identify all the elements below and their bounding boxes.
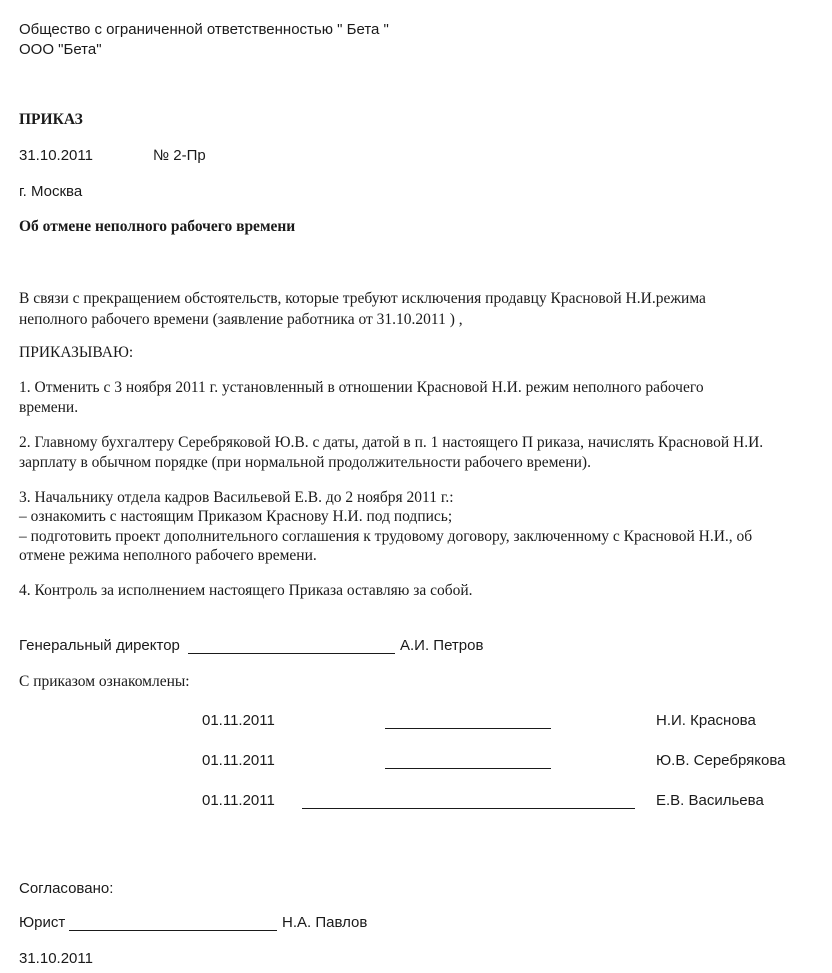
item-1-line-1: 1. Отменить с 3 ноября 2011 г. установленный в отношении Красновой Н.И. режим неполного рабочего	[19, 379, 704, 396]
preamble-line-2: неполного рабочего времени (заявление работника от 31.10.2011 ) ,	[19, 311, 463, 328]
director-position: Генеральный директор	[19, 637, 180, 654]
item-3-line-1: 3. Начальнику отдела кадров Васильевой Е.В. до 2 ноября 2011 г.:	[19, 489, 454, 506]
order-subject: Об отмене неполного рабочего времени	[19, 218, 296, 235]
approval-role: Юрист	[19, 914, 66, 931]
order-number: № 2-Пр	[153, 147, 206, 164]
approval-name: Н.А. Павлов	[282, 914, 368, 931]
org-short-name: ООО "Бета"	[19, 41, 102, 58]
item-3-line-2: – ознакомить с настоящим Приказом Краснову Н.И. под подпись;	[19, 508, 453, 525]
item-2-line-2: зарплату в обычном порядке (при нормальной продолжительности рабочего времени).	[19, 454, 591, 471]
ack-row-2-date: 01.11.2011	[202, 752, 275, 769]
item-3-line-3: – подготовить проект дополнительного соглашения к трудовому договору, заключенному с Красновой Н.И., об	[19, 528, 753, 545]
ack-row-3-signature-line	[302, 808, 635, 809]
order-date: 31.10.2011	[19, 147, 93, 164]
order-word: ПРИКАЗЫВАЮ:	[19, 344, 134, 361]
ack-row-1-name: Н.И. Краснова	[656, 712, 756, 729]
ack-row-3-name: Е.В. Васильева	[656, 792, 764, 809]
item-1-line-2: времени.	[19, 399, 79, 416]
ack-row-1-date: 01.11.2011	[202, 712, 275, 729]
item-4-line-1: 4. Контроль за исполнением настоящего Приказа оставляю за собой.	[19, 582, 473, 599]
item-2-line-1: 2. Главному бухгалтеру Серебряковой Ю.В. с даты, датой в п. 1 настоящего П риказа, начислять Красновой Н.И.	[19, 434, 764, 451]
item-3-line-4: отмене режима неполного рабочего времени.	[19, 547, 317, 564]
ack-row-1-signature-line	[385, 728, 551, 729]
ack-row-2-name: Ю.В. Серебрякова	[656, 752, 786, 769]
approval-heading: Согласовано:	[19, 880, 114, 897]
order-city: г. Москва	[19, 183, 83, 200]
ack-row-3-date: 01.11.2011	[202, 792, 275, 809]
order-title: ПРИКАЗ	[19, 111, 83, 128]
approval-signature-line	[69, 930, 277, 931]
director-name: А.И. Петров	[400, 637, 484, 654]
acknowledgement-heading: С приказом ознакомлены:	[19, 673, 190, 690]
ack-row-2-signature-line	[385, 768, 551, 769]
preamble-line-1: В связи с прекращением обстоятельств, которые требуют исключения продавцу Красновой Н.И.режима	[19, 290, 706, 307]
director-signature-line	[188, 653, 395, 654]
approval-date: 31.10.2011	[19, 950, 93, 967]
org-full-name: Общество с ограниченной ответственностью " Бета "	[19, 21, 389, 38]
